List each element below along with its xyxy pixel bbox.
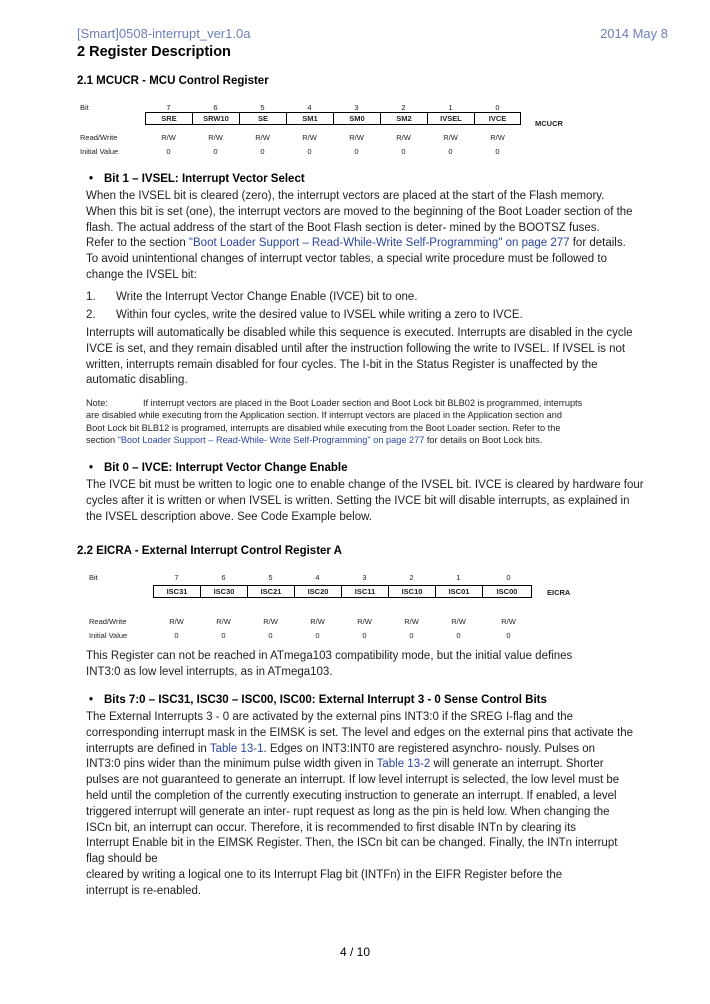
mcucr-bit-number: 5 (260, 103, 265, 112)
eicra-init-value: 0 (362, 631, 367, 640)
document-date: 2014 May 8 (600, 26, 668, 41)
ref-suffix: for details. (569, 237, 626, 250)
text-line: corresponding interrupt mask in the EIMSK is set. The level and edges on the external pins that activate the (86, 726, 633, 739)
step-text: Write the Interrupt Vector Change Enable (IVCE) bit to one. (116, 291, 418, 303)
eicra-bit-cell: ISC20 (294, 585, 341, 598)
eicra-bit-cell: ISC21 (247, 585, 294, 598)
text-line: the IVSEL description above. See Code Example below. (86, 510, 372, 523)
text-line (86, 757, 633, 773)
eicra-bit-number: 5 (268, 573, 273, 582)
step-number: 2. (86, 309, 96, 321)
mcucr-bit-cell: SRE (145, 112, 192, 125)
note-line: are disabled while executing from the Application section. If interrupt vectors are placed in the Application section and (86, 410, 562, 421)
line-suffix: will generate an interrupt. Shorter (430, 758, 604, 771)
eicra-init-value: 0 (506, 631, 511, 640)
eicra-rw-label: Read/Write (89, 617, 127, 626)
ivsel-paragraph (86, 189, 633, 284)
eicra-init-value: 0 (268, 631, 273, 640)
note-suffix: for details on Boot Lock bits. (424, 434, 543, 445)
text-line: Interrupts will automatically be disabled while this sequence is executed. Interrupts are disabled in the cycle (86, 327, 633, 339)
note-line: If interrupt vectors are placed in the Boot Loader section and Boot Lock bit BLB02 is programmed, interrupts (143, 398, 583, 408)
table-13-1-link[interactable]: Table 13-1 (209, 742, 264, 755)
text-line: IVCE is set, and they remain disabled until after the instruction following the write to IVSEL. If IVSEL is not (86, 342, 626, 355)
eicra-bit-number: 0 (506, 573, 511, 582)
ref-prefix: Refer to the section (86, 237, 189, 250)
mcucr-bit-number: 7 (166, 103, 171, 112)
text-line: The IVCE bit must be written to logic one to enable change of the IVSEL bit. IVCE is cleared by hardware four (86, 479, 644, 491)
text-line: The External Interrupts 3 - 0 are activated by the external pins INT3:0 if the SREG I-flag and the (86, 711, 574, 723)
note-prefix: section (86, 434, 118, 445)
mcucr-rw-value: R/W (443, 133, 458, 142)
mcucr-init-label: Initial Value (80, 147, 119, 156)
boot-loader-section-link[interactable]: "Boot Loader Support – Read-While-Write Self-Programming" on page 277 (188, 237, 570, 250)
eicra-bit-label: Bit (89, 573, 98, 582)
isc-paragraph (86, 710, 633, 900)
step-text: Within four cycles, write the desired value to IVSEL while writing a zero to IVCE. (116, 309, 523, 321)
mcucr-bit-cell: SM2 (380, 112, 427, 125)
note-block (86, 397, 582, 446)
text-line: When the IVSEL bit is cleared (zero), the interrupt vectors are placed at the start of the Flash memory. (86, 190, 605, 202)
eicra-bit-cell: ISC00 (482, 585, 532, 598)
eicra-register-name: EICRA (547, 588, 571, 597)
mcucr-bit-label: Bit (80, 103, 89, 112)
ivce-title: Bit 0 – IVCE: Interrupt Vector Change Enable (104, 462, 348, 474)
eicra-rw-value: R/W (501, 617, 516, 626)
note-line (86, 434, 582, 446)
eicra-bit-number: 4 (315, 573, 320, 582)
eicra-bit-cell: ISC31 (153, 585, 200, 598)
text-line: held until the completion of the currently executing instruction to generate an interrupt. If enabled, a level (86, 789, 617, 802)
mcucr-init-value: 0 (448, 147, 453, 156)
isc-bullet: • (89, 694, 94, 706)
text-line: ISCn bit, an interrupt can occur. Therefore, it is recommended to first disable INTn by clearing its (86, 821, 577, 834)
eicra-heading: 2.2 EICRA - External Interrupt Control Register A (77, 545, 342, 557)
text-line: written, interrupts remain disabled for four cycles. The I-bit in the Status Register is unaffected by the (86, 358, 598, 371)
ivsel-bullet: • (89, 173, 94, 185)
eicra-rw-value: R/W (451, 617, 466, 626)
text-line (86, 742, 633, 758)
eicra-bit-cell: ISC11 (341, 585, 388, 598)
mcucr-bit-cell: IVSEL (427, 112, 474, 125)
text-line: automatic disabling. (86, 374, 188, 387)
text-line (86, 236, 633, 252)
ivsel-paragraph-2 (86, 326, 633, 389)
eicra-init-value: 0 (456, 631, 461, 640)
eicra-init-value: 0 (315, 631, 320, 640)
ivce-paragraph (86, 478, 644, 525)
eicra-bit-number: 1 (456, 573, 461, 582)
mcucr-rw-value: R/W (161, 133, 176, 142)
eicra-init-value: 0 (409, 631, 414, 640)
eicra-rw-value: R/W (357, 617, 372, 626)
mcucr-register-name: MCUCR (535, 119, 563, 128)
eicra-bit-number: 2 (409, 573, 414, 582)
line-suffix: . Edges on INT3:INT0 are registered asynchro- nously. Pulses on (263, 742, 596, 755)
text-line: cleared by writing a logical one to its Interrupt Flag bit (INTFn) in the EIFR Register before the (86, 868, 563, 881)
text-line: To avoid unintentional changes of interrupt vector tables, a special write procedure must be followed to (86, 253, 607, 266)
text-line: flag should be (86, 853, 158, 866)
eicra-bit-number: 6 (221, 573, 226, 582)
line-prefix: interrupts are defined in (86, 742, 210, 755)
mcucr-rw-label: Read/Write (80, 133, 118, 142)
note-line: Boot Lock bit BLB12 is programed, interrupts are disabled while executing from the Boot Loader section. Refer to the (86, 422, 561, 433)
table-13-2-link[interactable]: Table 13-2 (376, 758, 431, 771)
isc-title: Bits 7:0 – ISC31, ISC30 – ISC00, ISC00: External Interrupt 3 - 0 Sense Control Bits (104, 694, 547, 706)
mcucr-rw-value: R/W (349, 133, 364, 142)
mcucr-bit-cell: IVCE (474, 112, 521, 125)
text-line: flash. The actual address of the start of the Boot Flash section is deter- mined by the BOOTSZ fuses. (86, 221, 600, 234)
eicra-rw-value: R/W (216, 617, 231, 626)
text-line: INT3:0 as low level interrupts, as in ATmega103. (86, 665, 333, 678)
boot-loader-note-link[interactable]: "Boot Loader Support – Read-While- Write Self-Programming" on page 277 (117, 434, 425, 445)
mcucr-init-value: 0 (401, 147, 406, 156)
mcucr-bit-cell: SE (239, 112, 286, 125)
mcucr-bit-cell: SM0 (333, 112, 380, 125)
mcucr-init-value: 0 (213, 147, 218, 156)
eicra-bit-number: 3 (362, 573, 367, 582)
text-line: Interrupt Enable bit in the EIMSK Register. Then, the ISCn bit can be changed. Finally, the INTn interrupt (86, 837, 618, 850)
mcucr-bit-number: 3 (354, 103, 359, 112)
text-line: When this bit is set (one), the interrupt vectors are moved to the beginning of the Boot Loader section of the (86, 205, 633, 218)
mcucr-bit-cell: SM1 (286, 112, 333, 125)
mcucr-init-value: 0 (166, 147, 171, 156)
mcucr-init-value: 0 (354, 147, 359, 156)
mcucr-bit-cell: SRW10 (192, 112, 239, 125)
eicra-bit-cell: ISC30 (200, 585, 247, 598)
ivce-bullet: • (89, 462, 94, 474)
eicra-rw-value: R/W (263, 617, 278, 626)
step-number: 1. (86, 291, 96, 303)
eicra-paragraph (86, 649, 572, 681)
mcucr-bit-number: 1 (448, 103, 453, 112)
eicra-bit-cell: ISC10 (388, 585, 435, 598)
eicra-init-value: 0 (221, 631, 226, 640)
mcucr-rw-value: R/W (208, 133, 223, 142)
text-line: This Register can not be reached in ATmega103 compatibility mode, but the initial value defines (86, 650, 573, 662)
mcucr-rw-value: R/W (490, 133, 505, 142)
eicra-init-label: Initial Value (89, 631, 128, 640)
text-line: cycles after it is written or when IVSEL is written. Setting the IVCE bit will disable interrupts, as explained in (86, 494, 630, 507)
mcucr-rw-value: R/W (302, 133, 317, 142)
mcucr-rw-value: R/W (255, 133, 270, 142)
document-title: [Smart]0508-interrupt_ver1.0a (77, 26, 251, 41)
mcucr-bit-number: 4 (307, 103, 312, 112)
section-title: 2 Register Description (77, 44, 231, 60)
eicra-init-value: 0 (174, 631, 179, 640)
mcucr-rw-value: R/W (396, 133, 411, 142)
text-line: interrupt is re-enabled. (86, 884, 202, 897)
mcucr-init-value: 0 (495, 147, 500, 156)
mcucr-bit-number: 6 (213, 103, 218, 112)
eicra-rw-value: R/W (310, 617, 325, 626)
eicra-rw-value: R/W (404, 617, 419, 626)
mcucr-init-value: 0 (260, 147, 265, 156)
ivsel-title: Bit 1 – IVSEL: Interrupt Vector Select (104, 173, 305, 185)
mcucr-bit-number: 0 (495, 103, 500, 112)
eicra-bit-cell: ISC01 (435, 585, 482, 598)
text-line: triggered interrupt will generate an inter- rupt request as long as the pin is held low. When changing the (86, 805, 610, 818)
note-label: Note: (86, 398, 108, 408)
text-line: change the IVSEL bit: (86, 268, 197, 281)
line-prefix: INT3:0 pins wider than the minimum pulse width given in (86, 758, 377, 771)
page-number: 4 / 10 (339, 945, 371, 959)
text-line: pulses are not guaranteed to generate an interrupt. If low level interrupt is selected, the low level must be (86, 774, 620, 787)
mcucr-init-value: 0 (307, 147, 312, 156)
eicra-bit-number: 7 (174, 573, 179, 582)
mcucr-heading: 2.1 MCUCR - MCU Control Register (77, 75, 269, 87)
eicra-rw-value: R/W (169, 617, 184, 626)
mcucr-bit-number: 2 (401, 103, 406, 112)
